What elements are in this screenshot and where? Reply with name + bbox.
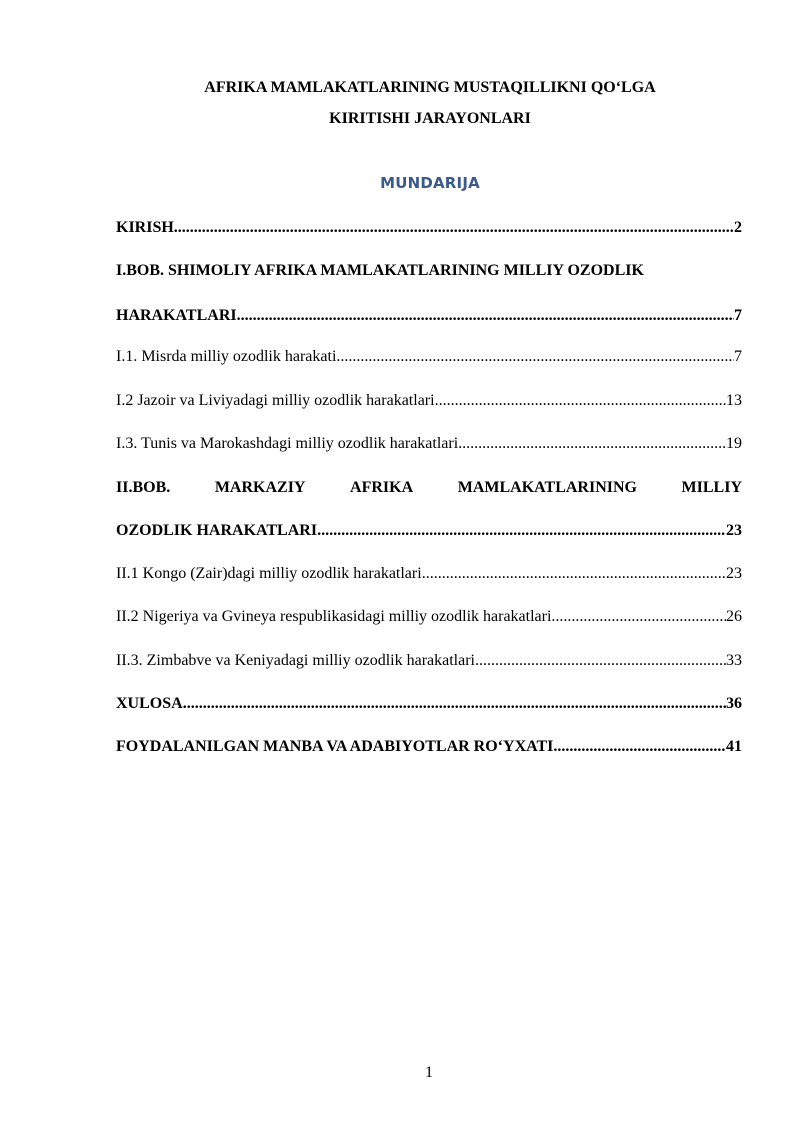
toc-entry-page: 26 [726,608,742,625]
toc-entry-label: HARAKATLARI [116,307,237,324]
toc-entry-s2-1[interactable] [116,563,742,585]
toc-entry-page: 33 [726,652,742,669]
toc-word: MARKAZIY [214,479,306,496]
toc-entry-bob2-line2[interactable] [116,520,742,542]
toc-entry-bob1-line2[interactable] [116,305,742,327]
toc-entry-s2-2[interactable] [116,606,742,628]
toc-heading: MUNDARIJA [380,174,480,192]
toc-entry-label: I.1. Misrda milliy ozodlik harakati [116,348,337,365]
toc-entry-label: OZODLIK HARAKATLARI [116,522,318,539]
toc-entry-label: II.3. Zimbabve va Keniyadagi milliy ozodlik harakatlari [116,652,475,669]
toc-dot-leader [475,650,726,672]
toc-dot-leader [183,693,726,715]
toc-entry-page: 7 [734,348,742,365]
toc-entry-page: 36 [726,695,742,712]
toc-word: MAMLAKATLARINING [457,479,637,496]
toc-entry-page: 23 [726,522,742,539]
toc-entry-s2-3[interactable] [116,650,742,672]
toc-entry-xulosa[interactable] [116,693,742,715]
toc-entry-bob2-line1[interactable] [116,477,742,499]
toc-entry-s1-1[interactable] [116,346,742,368]
toc-dot-leader [553,736,726,758]
toc-entry-kirish[interactable] [116,217,742,239]
page-number: 1 [425,1064,433,1081]
toc-entry-s1-3[interactable] [116,433,742,455]
toc-entry-adabiyotlar[interactable] [116,736,742,758]
toc-dot-leader [336,346,734,368]
toc-word: MILLIY [681,479,742,496]
toc-dot-leader [435,390,726,412]
toc-entry-label: II.2 Nigeriya va Gvineya respublikasidagi milliy ozodlik harakatlari [116,608,552,625]
toc-entry-label: KIRISH [116,219,174,236]
toc-dot-leader [237,305,734,327]
toc-entry-label: I.BOB. SHIMOLIY AFRIKA MAMLAKATLARINING MILLIY OZODLIK [116,262,644,279]
toc-entry-page: 7 [734,307,742,324]
toc-entry-page: 2 [734,219,742,236]
toc-entry-page: 19 [726,435,742,452]
toc-dot-leader [458,433,726,455]
document-title-line-1: AFRIKA MAMLAKATLARINING MUSTAQILLIKNI QO‘LGA [204,79,656,96]
toc-word: AFRIKA [350,479,414,496]
toc-entry-label: I.3. Tunis va Marokashdagi milliy ozodlik harakatlari [116,435,459,452]
toc-entry-label: II.1 Kongo (Zair)dagi milliy ozodlik harakatlari [116,565,422,582]
document-title-line-2: KIRITISHI JARAYONLARI [329,110,531,127]
toc-entry-label: I.2 Jazoir va Liviyadagi milliy ozodlik harakatlari [116,392,435,409]
toc-entry-page: 23 [726,565,742,582]
toc-word: II.BOB. [116,479,171,496]
toc-dot-leader [422,563,726,585]
toc-dot-leader [174,217,734,239]
toc-entry-page: 13 [726,392,742,409]
toc-entry-bob1-line1[interactable] [116,260,742,282]
toc-dot-leader [551,606,726,628]
toc-dot-leader [317,520,726,542]
toc-entry-page: 41 [726,738,742,755]
toc-entry-s1-2[interactable] [116,390,742,412]
toc-entry-label: FOYDALANILGAN MANBA VA ADABIYOTLAR RO‘YXATI [116,738,554,755]
toc-entry-label: XULOSA [116,695,183,712]
